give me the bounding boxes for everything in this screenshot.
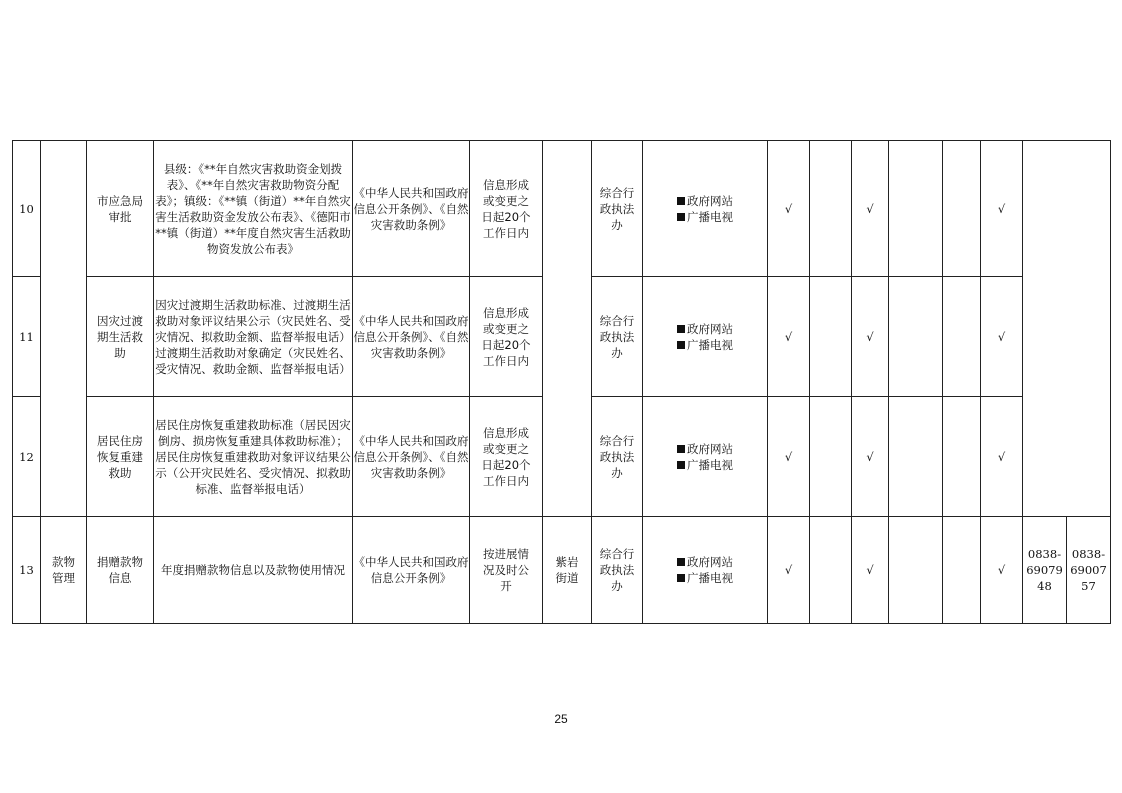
empty-cell	[810, 397, 852, 517]
content-cell: 县级：《**年自然灾害救助资金划拨表》、《**年自然灾害救助物资分配表》；镇级：《**镇（街道）**年自然灾害生活救助资金发放公布表》、《德阳市**镇（街道）**年度自然灾害生活救助物资发放公布表》	[154, 141, 353, 277]
phone-cell	[1023, 517, 1067, 624]
channel-label: 广播电视	[687, 571, 733, 585]
check-mark: √	[981, 277, 1023, 397]
square-bullet-icon	[677, 558, 685, 566]
channel-cell	[643, 397, 768, 517]
item-cell: 因灾过渡期生活救助	[87, 277, 154, 397]
empty-cell	[943, 277, 981, 397]
empty-cell	[889, 397, 943, 517]
phone-number: 0838-6900757	[1070, 547, 1107, 593]
content-cell: 居民住房恢复重建救助标准（居民因灾倒房、损房恢复重建具体救助标准）；居民住房恢复重建救助对象评议结果公示（公开灾民姓名、受灾情况、拟救助标准、监督举报电话）	[154, 397, 353, 517]
time-cell: 按进展情况及时公开	[470, 517, 543, 624]
square-bullet-icon	[677, 461, 685, 469]
channel-label: 政府网站	[687, 321, 733, 336]
page-number: 25	[554, 712, 568, 726]
category-cell	[41, 141, 87, 517]
check-mark: √	[768, 277, 810, 397]
channel-label: 广播电视	[687, 209, 733, 224]
empty-cell	[810, 277, 852, 397]
item-cell: 捐赠款物信息	[87, 517, 154, 624]
disclosure-table	[12, 140, 1111, 624]
table-row	[13, 141, 1111, 277]
subject-cell: 紫岩街道	[543, 517, 592, 624]
check-mark: √	[852, 277, 889, 397]
check-mark: √	[768, 397, 810, 517]
subject-cell	[543, 141, 592, 517]
channel-label: 政府网站	[687, 193, 733, 208]
check-mark: √	[768, 141, 810, 277]
item-cell: 市应急局审批	[87, 141, 154, 277]
method-cell: 综合行政执法办	[592, 517, 643, 624]
content-cell: 因灾过渡期生活救助标准、过渡期生活救助对象评议结果公示（灾民姓名、受灾情况、拟救助金额、监督举报电话）过渡期生活救助对象确定（灾民姓名、受灾情况、救助金额、监督举报电话）	[154, 277, 353, 397]
row-number: 13	[13, 517, 41, 624]
channel-label: 政府网站	[687, 441, 733, 456]
empty-cell	[889, 517, 943, 624]
empty-cell	[810, 141, 852, 277]
channel-cell	[643, 517, 768, 624]
check-mark: √	[768, 517, 810, 624]
check-mark: √	[852, 517, 889, 624]
square-bullet-icon	[677, 213, 685, 221]
method-cell: 综合行政执法办	[592, 141, 643, 277]
channel-cell	[643, 141, 768, 277]
empty-cell	[889, 277, 943, 397]
square-bullet-icon	[677, 325, 685, 333]
channel-cell	[643, 277, 768, 397]
row-number: 11	[13, 277, 41, 397]
method-cell: 综合行政执法办	[592, 397, 643, 517]
channel-label: 广播电视	[687, 337, 733, 352]
check-mark: √	[981, 141, 1023, 277]
basis-cell: 《中华人民共和国政府信息公开条例》、《自然灾害救助条例》	[353, 141, 470, 277]
check-mark: √	[981, 397, 1023, 517]
contact-cell	[1023, 141, 1111, 517]
square-bullet-icon	[677, 445, 685, 453]
square-bullet-icon	[677, 341, 685, 349]
phone-number: 0838-6907948	[1026, 547, 1063, 593]
empty-cell	[943, 397, 981, 517]
time-cell: 信息形成或变更之日起20个工作日内	[470, 397, 543, 517]
basis-cell: 《中华人民共和国政府信息公开条例》、《自然灾害救助条例》	[353, 397, 470, 517]
check-mark: √	[852, 397, 889, 517]
square-bullet-icon	[677, 197, 685, 205]
empty-cell	[810, 517, 852, 624]
time-cell: 信息形成或变更之日起20个工作日内	[470, 141, 543, 277]
channel-label: 广播电视	[687, 457, 733, 472]
table-row	[13, 517, 1111, 624]
basis-cell: 《中华人民共和国政府信息公开条例》、《自然灾害救助条例》	[353, 277, 470, 397]
check-mark: √	[852, 141, 889, 277]
empty-cell	[889, 141, 943, 277]
check-mark: √	[981, 517, 1023, 624]
phone-cell	[1067, 517, 1111, 624]
row-number: 12	[13, 397, 41, 517]
time-cell: 信息形成或变更之日起20个工作日内	[470, 277, 543, 397]
method-cell: 综合行政执法办	[592, 277, 643, 397]
category-cell: 款物管理	[41, 517, 87, 624]
item-cell: 居民住房恢复重建救助	[87, 397, 154, 517]
row-number: 10	[13, 141, 41, 277]
basis-cell: 《中华人民共和国政府信息公开条例》	[353, 517, 470, 624]
square-bullet-icon	[677, 574, 685, 582]
empty-cell	[943, 141, 981, 277]
content-cell: 年度捐赠款物信息以及款物使用情况	[154, 517, 353, 624]
channel-label: 政府网站	[687, 555, 733, 569]
empty-cell	[943, 517, 981, 624]
